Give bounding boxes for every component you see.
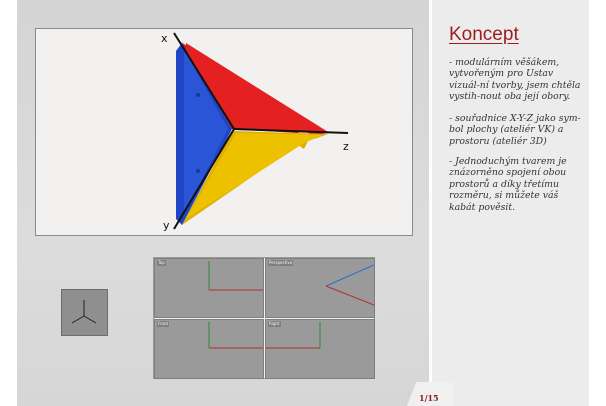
- viewport-grid: [153, 257, 375, 379]
- hanger-photo: [35, 28, 413, 236]
- viewport-lines: [266, 259, 374, 317]
- viewport-right[interactable]: [265, 319, 375, 379]
- concept-paragraph-1: - modulárním věšákem, vytvořeným pro Ustav vizuál-ní tvorby, jsem chtěla vystih-nout oba její obory.: [449, 57, 581, 103]
- screw: [196, 169, 200, 173]
- axis-y-label: y: [163, 219, 170, 232]
- viewport-front[interactable]: [154, 319, 264, 379]
- viewport-lines: [155, 259, 263, 317]
- viewport-lines: [266, 320, 374, 378]
- axis-gizmo: [61, 289, 108, 336]
- viewport-perspective[interactable]: [265, 258, 375, 318]
- viewport-top[interactable]: [154, 258, 264, 318]
- axis-z-label: z: [343, 140, 349, 153]
- axis-x-label: x: [161, 32, 168, 45]
- viewport-label: Front: [158, 321, 169, 326]
- concept-paragraph-3: - Jednoduchým tvarem je znázorněno spojení obou prostorů a díky třetímu rozměru, si můžete váš kabát pověsit.: [449, 156, 567, 213]
- page-number: 1/15: [419, 393, 439, 403]
- slide-title: Koncept: [449, 24, 519, 45]
- screw: [196, 93, 200, 97]
- viewport-label: Right: [269, 321, 280, 326]
- viewport-label: Top: [158, 260, 165, 265]
- hanger-render: [36, 29, 414, 237]
- viewport-lines: [155, 320, 263, 378]
- concept-paragraph-2: - souřadnice X-Y-Z jako sym-bol plochy (ateliér VK) a prostoru (ateliér 3D): [449, 113, 581, 147]
- viewport-label: Perspective: [269, 260, 293, 265]
- axis-gizmo-icon: [62, 290, 107, 335]
